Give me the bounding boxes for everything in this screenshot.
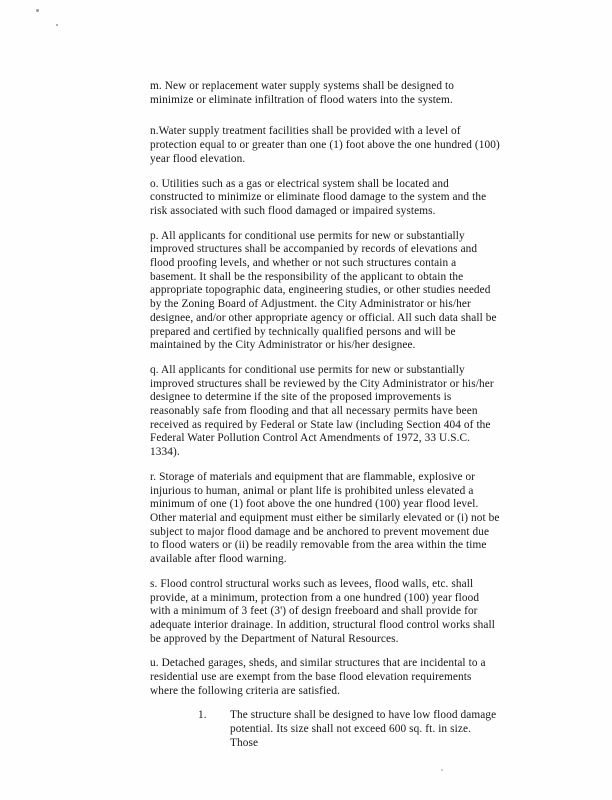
scan-speck-icon bbox=[441, 769, 443, 771]
paragraph-s: s. Flood control structural works such as levees, flood walls, etc. shall provide, at a minimum, protection from a one hundred (100) year flood with a minimum of 3 feet (3') of design freeboard and shall provide for adequate interior drainage. In addition, structural flood control works shall be approved by the Department of Natural Resources. bbox=[150, 577, 495, 645]
list-item-number: 1. bbox=[198, 709, 207, 722]
list-item-text: The structure shall be designed to have low flood damage potential. Its size shall not exceed 600 sq. ft. in size. Those bbox=[230, 709, 497, 749]
paragraph-n: n.Water supply treatment facilities shall be provided with a level of protection equal to or greater than one (1) foot above the one hundred (100) year flood elevation. bbox=[150, 125, 500, 165]
paragraph-p: p. All applicants for conditional use permits for new or substantially improved structures shall be accompanied by records of elevations and flood proofing levels, and whether or not such structures contain a basement. It shall be the responsibility of the applicant to obtain the appropriate topographic data, engineering studies, or other studies needed by the Zoning Board of Adjustment. the City Administrator or his/her designee, and/or other appropriate agency or official. All such data shall be prepared and certified by technically qualified persons and will be maintained by the City Administrator or his/her designee. bbox=[150, 229, 497, 352]
paragraph-u: u. Detached garages, sheds, and similar structures that are incidental to a residential use are exempt from the base flood elevation requirements where the following criteria are satisfied. bbox=[150, 657, 486, 697]
scan-speck-icon bbox=[36, 9, 39, 12]
paragraph-q: q. All applicants for conditional use permits for new or substantially improved structures shall be reviewed by the City Administrator or his/her designee to determine if the site of the proposed improvements is reasonably safe from flooding and that all necessary permits have been received as required by Federal or State law (including Section 404 of the Federal Water Pollution Control Act Amendments of 1972, 33 U.S.C. 1334). bbox=[150, 363, 494, 459]
paragraph-r: r. Storage of materials and equipment that are flammable, explosive or injurious to human, animal or plant life is prohibited unless elevated a minimum of one (1) foot above the one hundred (100) year flood level. Other material and equipment must either be similarly elevated or (i) not be subject to major flood damage and be anchored to prevent movement due to flood waters or (ii) be readily removable from the area within the time available after flood warning. bbox=[150, 470, 500, 566]
scan-speck-icon bbox=[56, 24, 58, 26]
paragraph-o: o. Utilities such as a gas or electrical system shall be located and constructed to minimize or eliminate flood damage to the system and the risk associated with such flood damaged or impaired systems. bbox=[150, 177, 487, 217]
paragraph-m: m. New or replacement water supply systems shall be designed to minimize or eliminate infiltration of flood waters into the system. bbox=[150, 80, 455, 106]
document-text-block bbox=[150, 80, 500, 751]
list-item-1 bbox=[150, 709, 500, 750]
